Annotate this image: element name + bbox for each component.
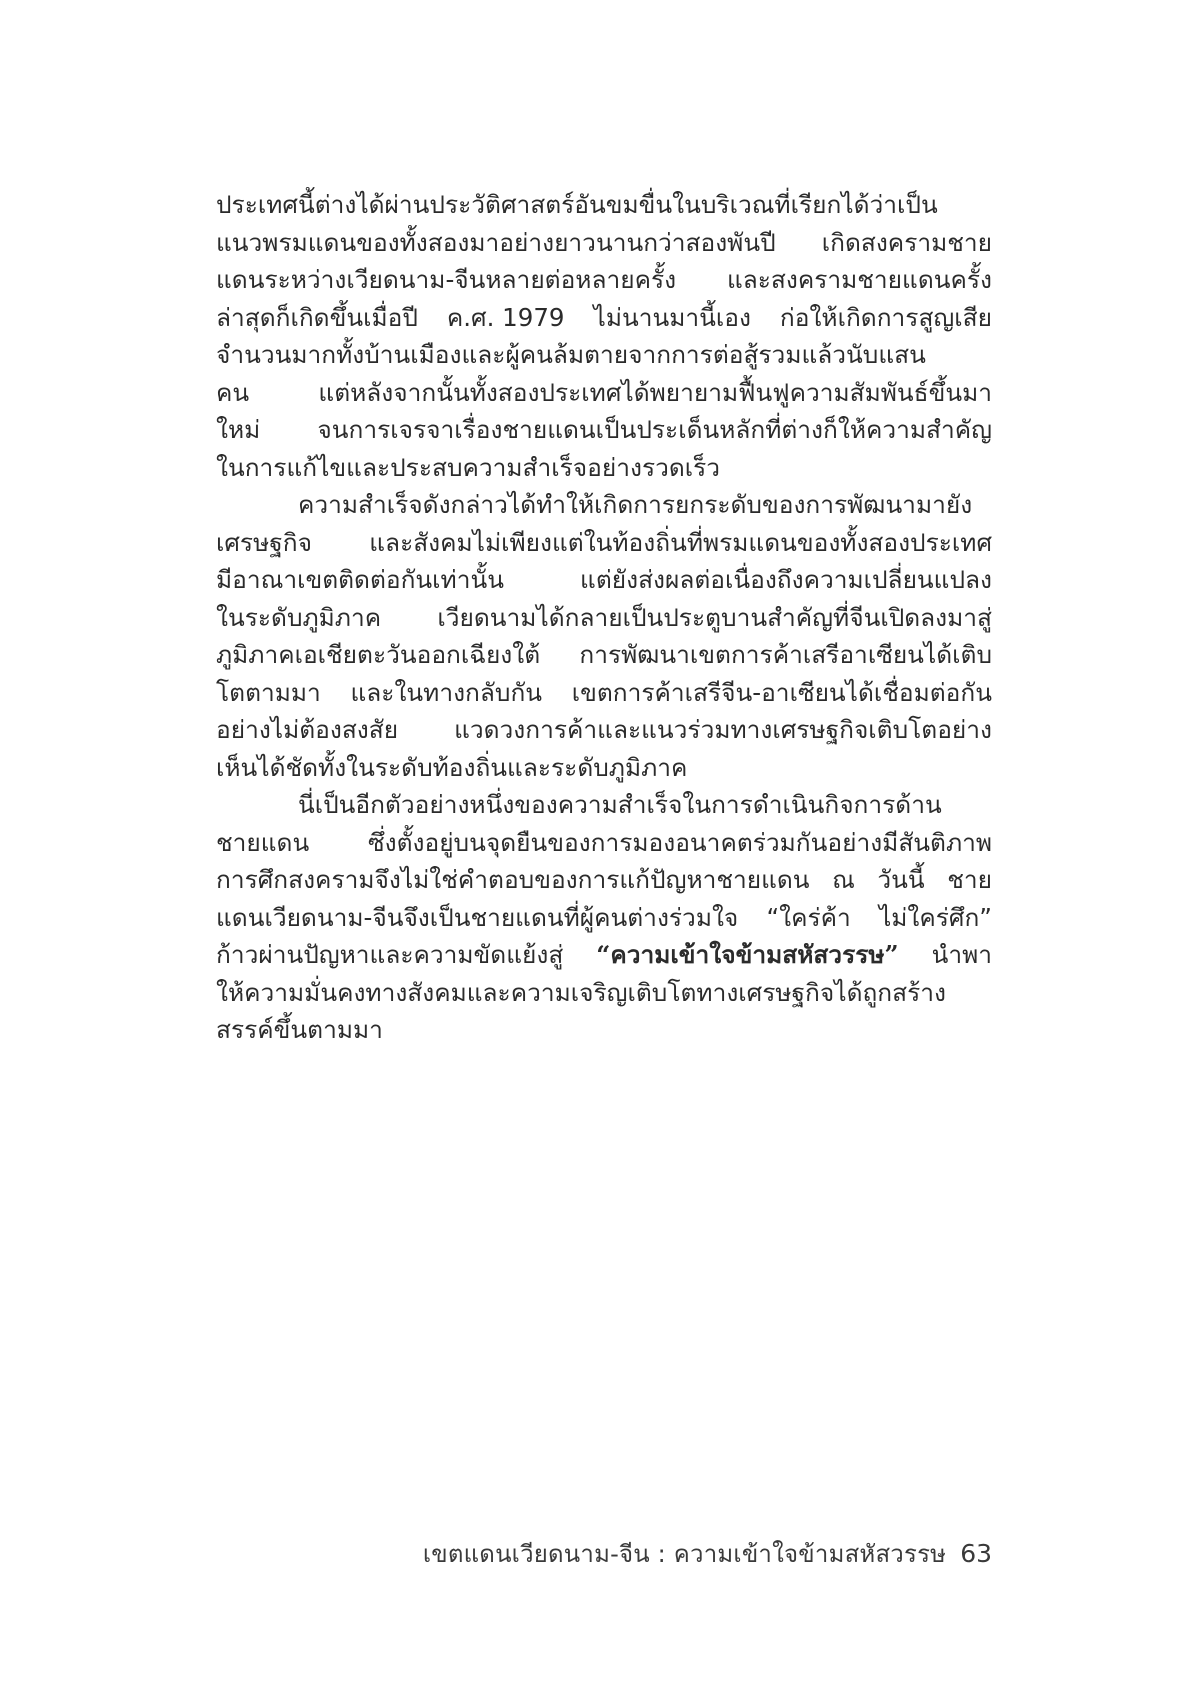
text-line: มีอาณาเขตติดต่อกันเท่านั้น แต่ยังส่งผลต่อเนื่องถึงความเปลี่ยนแปลง [216,565,992,594]
text-line: เศรษฐกิจ และสังคมไม่เพียงแต่ในท้องถิ่นที่พรมแดนของทั้งสองประเทศ [216,527,992,557]
text-line: เห็นได้ชัดทั้งในระดับท้องถิ่นและระดับภูมิภาค [216,752,688,782]
body-text [216,186,992,1049]
paragraph [216,486,992,786]
book-title: เขตแดนเวียดนาม-จีน : ความเข้าใจข้ามสหัสวรรษ [422,1540,947,1568]
text-line: แดนระหว่างเวียดนาม-จีนหลายต่อหลายครั้ง และสงครามชายแดนครั้ง [216,265,992,294]
emphasized-phrase: “ความเข้าใจข้ามสหัสวรรษ” [596,940,899,969]
paragraph [216,186,992,486]
text-line: แนวพรมแดนของทั้งสองมาอย่างยาวนานกว่าสองพันปี เกิดสงครามชาย [216,227,992,257]
text-line: ล่าสุดก็เกิดขึ้นเมื่อปี ค.ศ. 1979 ไม่นานมานี้เอง ก่อให้เกิดการสูญเสีย [216,302,992,332]
text-line: แดนเวียดนาม-จีนจึงเป็นชายแดนที่ผู้คนต่างร่วมใจ “ใคร่ค้า ไม่ใคร่ศึก” [216,902,992,932]
text-line: ความสำเร็จดังกล่าวได้ทำให้เกิดการยกระดับของการพัฒนามายัง [298,490,973,519]
text-line: นี่เป็นอีกตัวอย่างหนึ่งของความสำเร็จในการดำเนินกิจการด้าน [298,790,942,819]
text-line: การศึกสงครามจึงไม่ใช่คำตอบของการแก้ปัญหาชายแดน ณ วันนี้ ชาย [216,865,992,894]
text-line: ชายแดน ซึ่งตั้งอยู่บนจุดยืนของการมองอนาคตร่วมกันอย่างมีสันติภาพ [216,827,992,857]
text-line: ให้ความมั่นคงทางสังคมและความเจริญเติบโตทางเศรษฐกิจได้ถูกสร้าง [216,977,946,1007]
text-line: อย่างไม่ต้องสงสัย แวดวงการค้าและแนวร่วมทางเศรษฐกิจเติบโตอย่าง [216,715,992,744]
paragraph [216,786,992,1049]
text-line: โตตามมา และในทางกลับกัน เขตการค้าเสรีจีน-อาเซียนได้เชื่อมต่อกัน [216,677,992,707]
text-line: ประเทศนี้ต่างได้ผ่านประวัติศาสตร์อันขมขื่นในบริเวณที่เรียกได้ว่าเป็น [216,190,938,219]
text-line: ภูมิภาคเอเชียตะวันออกเฉียงใต้ การพัฒนาเขตการค้าเสรีอาเซียนได้เติบ [216,640,992,669]
page-number: 63 [960,1539,992,1568]
running-footer [423,1534,992,1573]
text-line: ในการแก้ไขและประสบความสำเร็จอย่างรวดเร็ว [216,452,721,482]
text-line: สรรค์ขึ้นตามมา [216,1015,383,1044]
text-line: ในระดับภูมิภาค เวียดนามได้กลายเป็นประตูบานสำคัญที่จีนเปิดลงมาสู่ [216,602,992,632]
text-line: ใหม่ จนการเจรจาเรื่องชายแดนเป็นประเด็นหลักที่ต่างก็ให้ความสำคัญ [216,415,992,444]
text-line: คน แต่หลังจากนั้นทั้งสองประเทศได้พยายามฟื้นฟูความสัมพันธ์ขึ้นมา [216,377,992,407]
text-line: ก้าวผ่านปัญหาและความขัดแย้งสู่ “ความเข้าใจข้ามสหัสวรรษ” นำพา [216,936,992,974]
text-line: จำนวนมากทั้งบ้านเมืองและผู้คนล้มตายจากการต่อสู้รวมแล้วนับแสน [216,340,926,369]
